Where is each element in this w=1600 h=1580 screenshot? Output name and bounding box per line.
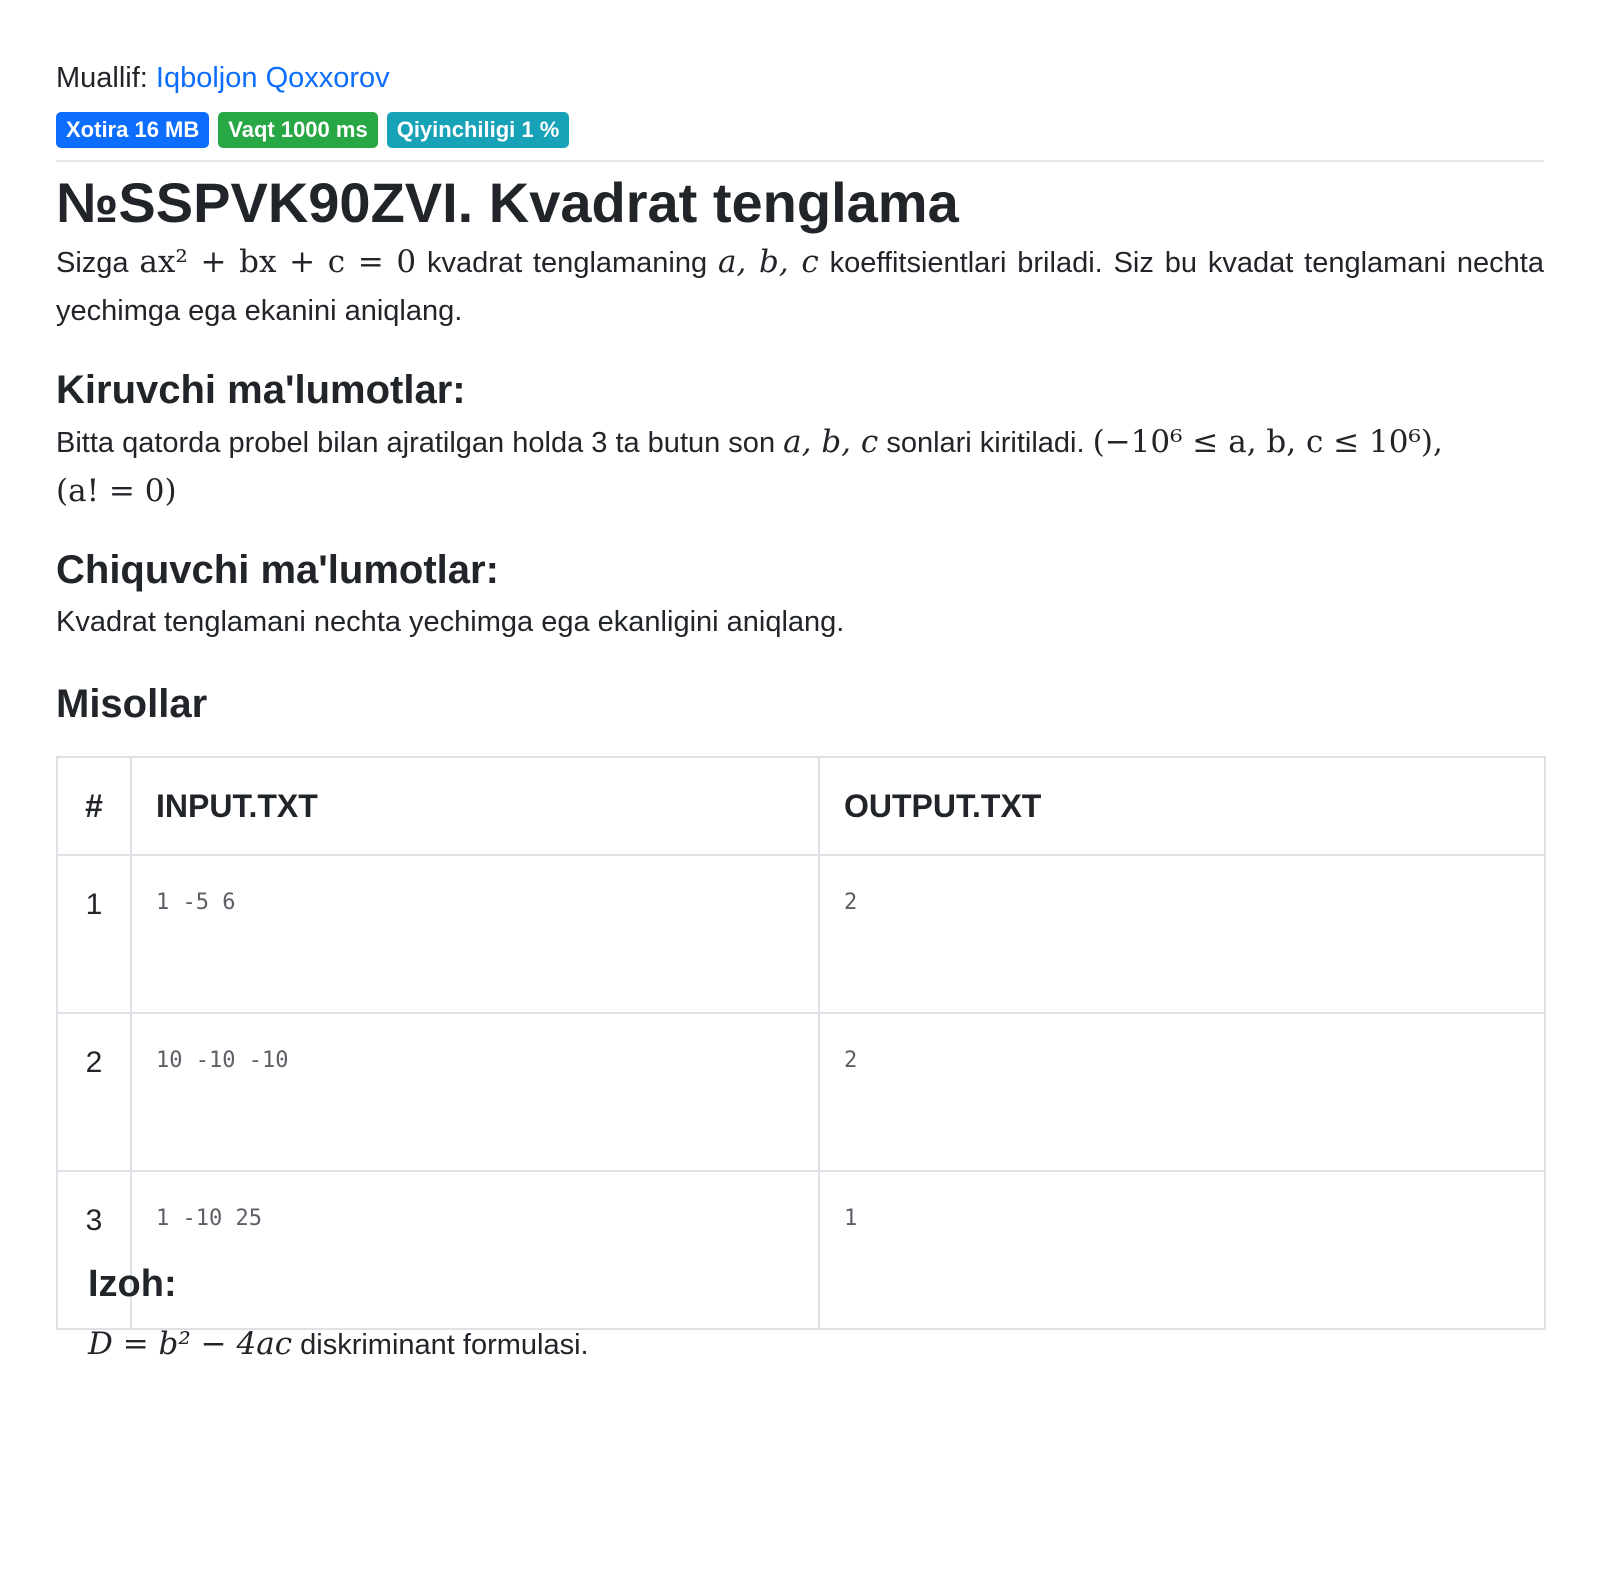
input-text-after: sonlari kiritiladi.: [886, 427, 1085, 459]
input-constraint-2: (a! = 0): [56, 473, 177, 509]
row-number: 2: [57, 1013, 131, 1171]
row-output: 2: [819, 855, 1545, 1013]
limits-badges: [56, 112, 569, 148]
input-heading: Kiruvchi ma'lumotlar:: [56, 368, 466, 412]
table-row: [57, 1171, 1545, 1329]
row-input: 1 -5 6: [131, 855, 819, 1013]
statement-equation: ax² + bx + c = 0: [139, 244, 417, 280]
note-formula: D = b² − 4ac: [88, 1326, 293, 1362]
statement-middle: kvadrat tenglamaning: [427, 247, 708, 279]
row-output: 2: [819, 1013, 1545, 1171]
table-header-row: [57, 757, 1545, 855]
statement-before: Sizga: [56, 247, 129, 279]
table-row: [57, 1013, 1545, 1171]
author-link[interactable]: Iqboljon Qoxxorov: [155, 62, 390, 94]
row-number: 3: [57, 1171, 131, 1329]
divider: [56, 160, 1544, 162]
problem-title: №SSPVK90ZVI. Kvadrat tenglama: [56, 171, 959, 234]
row-input: 10 -10 -10: [131, 1013, 819, 1171]
input-text-before: Bitta qatorda probel bilan ajratilgan holda 3 ta butun son: [56, 427, 776, 459]
col-output: OUTPUT.TXT: [819, 757, 1545, 855]
row-output: 1: [819, 1171, 1545, 1329]
author-line: [56, 60, 390, 96]
row-number: 1: [57, 855, 131, 1013]
col-number: #: [57, 757, 131, 855]
row-input: 1 -10 25: [131, 1171, 819, 1329]
statement-after: koeffitsientlari briladi. Siz bu kvadat tenglamani nechta yechimga ega ekanini aniqlang.: [56, 247, 1544, 327]
examples-heading: Misollar: [56, 682, 208, 726]
statement-coeffs: a, b, c: [718, 244, 819, 280]
note-description: diskriminant formulasi.: [300, 1329, 589, 1361]
input-vars: a, b, c: [783, 424, 879, 460]
note-text: [88, 1320, 589, 1369]
table-row: [57, 855, 1545, 1013]
input-constraint: (−10⁶ ≤ a, b, c ≤ 10⁶),: [1092, 424, 1443, 460]
problem-statement: [56, 238, 1544, 335]
time-badge: Vaqt 1000 ms: [218, 112, 377, 148]
author-label: Muallif:: [56, 62, 148, 94]
difficulty-badge: Qiyinchiligi 1 %: [387, 112, 570, 148]
note-heading: Izoh:: [88, 1263, 177, 1305]
examples-table: [56, 756, 1546, 1330]
output-heading: Chiquvchi ma'lumotlar:: [56, 548, 499, 592]
col-input: INPUT.TXT: [131, 757, 819, 855]
input-description: [56, 418, 1544, 516]
output-description: Kvadrat tenglamani nechta yechimga ega ekanligini aniqlang.: [56, 606, 845, 638]
memory-badge: Xotira 16 MB: [56, 112, 209, 148]
